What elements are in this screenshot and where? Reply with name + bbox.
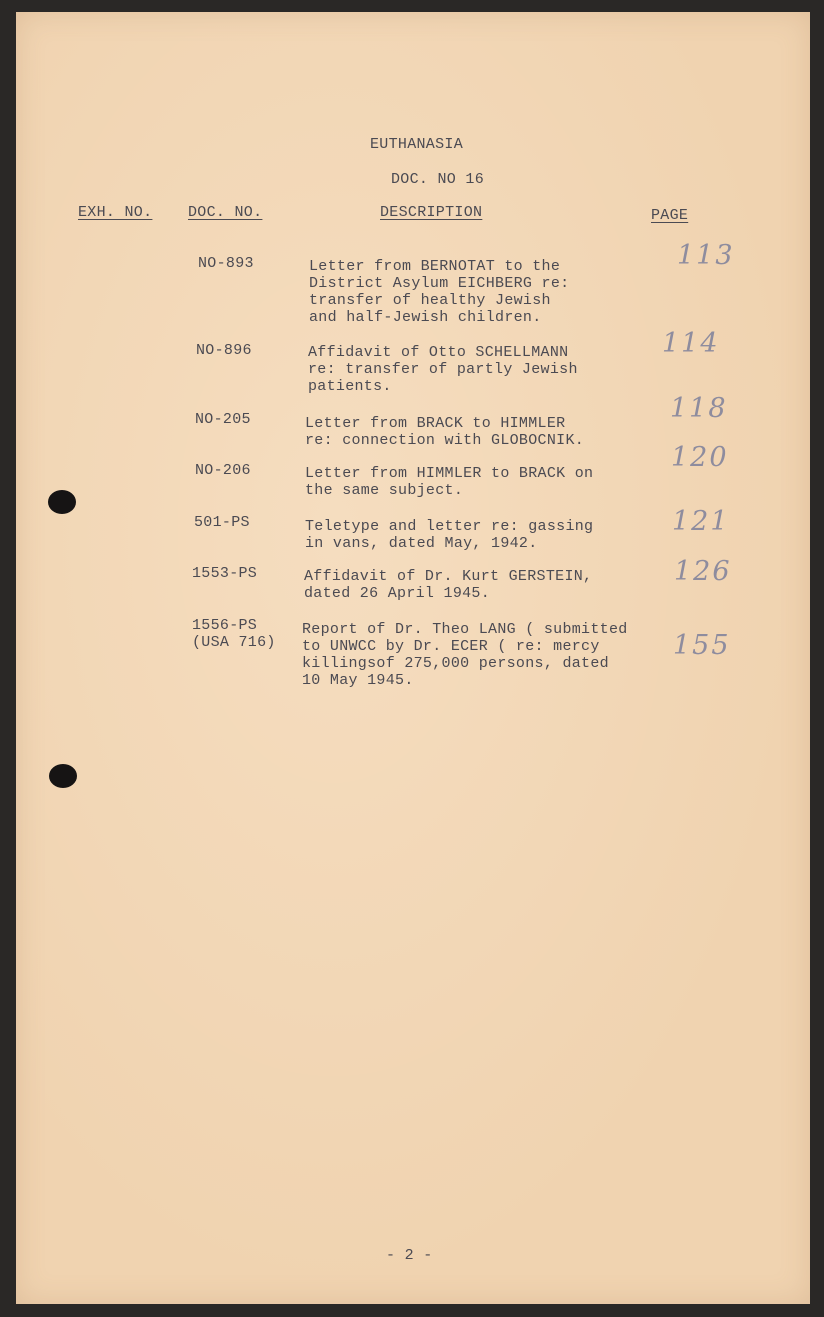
row-doc-number: NO-893 [198, 255, 254, 272]
row-page-number: 155 [673, 630, 731, 661]
row-doc-number: NO-896 [196, 342, 252, 359]
row-description: Report of Dr. Theo LANG ( submitted to UNWCC by Dr. ECER ( re: mercy killingsof 275,000 persons, dated 10 May 1945. [302, 621, 628, 689]
header-description: DESCRIPTION [380, 204, 483, 221]
document-title: EUTHANASIA [370, 136, 464, 153]
row-page-number: 121 [672, 506, 730, 537]
row-page-number: 120 [671, 442, 729, 473]
header-exh-no: EXH. NO. [78, 204, 153, 221]
row-description: Affidavit of Dr. Kurt GERSTEIN, dated 26 April 1945. [304, 568, 593, 602]
punch-hole-lower [49, 764, 77, 788]
row-description: Letter from BERNOTAT to the District Asylum EICHBERG re: transfer of healthy Jewish and half-Jewish children. [309, 258, 570, 326]
header-page: PAGE [651, 207, 689, 224]
row-page-number: 114 [662, 328, 720, 359]
row-doc-number: NO-206 [195, 462, 251, 479]
row-page-number: 113 [677, 240, 735, 271]
punch-hole-upper [48, 490, 76, 514]
row-description: Teletype and letter re: gassing in vans, dated May, 1942. [305, 518, 594, 552]
row-page-number: 118 [670, 393, 728, 424]
document-number: DOC. NO 16 [391, 171, 485, 188]
row-doc-number: 501-PS [194, 514, 250, 531]
page-footer: - 2 - [386, 1247, 433, 1264]
row-doc-number: 1553-PS [192, 565, 258, 582]
row-description: Letter from HIMMLER to BRACK on the same subject. [305, 465, 594, 499]
header-doc-no: DOC. NO. [188, 204, 263, 221]
row-description: Affidavit of Otto SCHELLMANN re: transfer of partly Jewish patients. [308, 344, 578, 395]
row-doc-number: NO-205 [195, 411, 251, 428]
row-page-number: 126 [674, 556, 732, 587]
row-doc-number: 1556-PS (USA 716) [192, 617, 276, 651]
row-description: Letter from BRACK to HIMMLER re: connection with GLOBOCNIK. [305, 415, 585, 449]
